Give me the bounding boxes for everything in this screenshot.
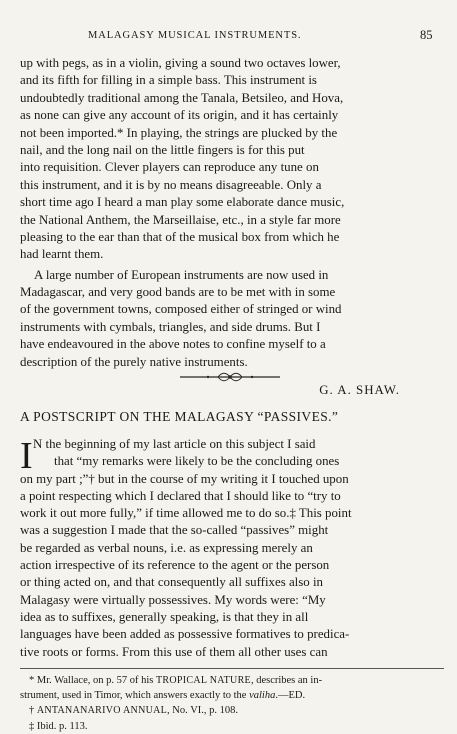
page-header [0, 30, 457, 46]
text-line: languages have been added as possessive formatives to predica- [20, 627, 350, 642]
instrument-name: valiha [249, 690, 276, 702]
text-line: that “my remarks were likely to be the concluding ones [54, 454, 340, 469]
text-line: idea as to suffixes, generally speaking, is that they in all [20, 609, 309, 624]
footnote-1 [20, 673, 444, 688]
text-line: up with pegs, as in a violin, giving a sound two octaves lower, [20, 56, 341, 70]
postscript-body [20, 436, 444, 661]
text-line: the National Anthem, the Marseillaise, etc., in a style far more [20, 212, 341, 227]
paragraph-1 [20, 55, 442, 264]
text-line: of the government towns, composed either of stringed or wind [20, 302, 342, 317]
text-line: instruments with cymbals, triangles, and side drums. But I [20, 319, 321, 334]
author-signature: G. A. SHAW. [319, 383, 400, 398]
text-line: nail, and the long nail on the little fingers is for this put [20, 142, 305, 157]
text-line: action irrespective of its reference to the agent or the person [20, 558, 330, 573]
text-line: description of the purely native instruments. [20, 354, 248, 369]
text-line: be regarded as verbal nouns, i.e. as expressing merely an [20, 540, 313, 555]
section-title: A POSTSCRIPT ON THE MALAGASY “PASSIVES.” [20, 409, 339, 424]
drop-cap: I [20, 435, 33, 477]
text-line: not been imported.* In playing, the strings are plucked by the [20, 125, 338, 140]
article-body [20, 55, 442, 399]
text-line: or thing acted on, and that consequently all suffixes also in [20, 575, 323, 590]
text-line: short time ago I heard a man play some elaborate dance music, [20, 195, 345, 210]
text-line: into requisition. Clever players can reproduce any tune on [20, 160, 319, 175]
text-line: pleasing to the ear than that of the musical box from which he [20, 229, 340, 244]
text-line: work it out more fully,” if time allowed me to do so.‡ This point [20, 506, 352, 521]
footnote-text: , No. VI., p. 108. [167, 705, 239, 717]
footnote-text: .—ED. [275, 690, 306, 702]
text-line: Madagascar, and very good bands are to be met with in some [20, 285, 336, 300]
footnote-text: * Mr. Wallace, on p. 57 of his [29, 675, 156, 686]
text-line: N the beginning of my last article on this subject I said [33, 437, 316, 451]
page-number: 85 [420, 28, 433, 42]
ornament-divider-icon [178, 370, 282, 384]
text-line: a point respecting which I declared that I should like to “try to [20, 488, 341, 503]
footnote-mark: † [29, 705, 37, 717]
text-line: as none can give any account of its origin, and it has certainly [20, 108, 339, 123]
footnote-rule [20, 668, 444, 669]
text-line: undoubtedly traditional among the Tanala, Betsileo, and Hova, [20, 90, 344, 105]
footnote-2 [20, 703, 444, 718]
text-line: have endeavoured in the above notes to confine myself to a [20, 337, 326, 352]
journal-title: ANTANANARIVO ANNUAL [36, 705, 168, 717]
footnote-3: ‡ Ibid. p. 113. [29, 720, 88, 732]
footnote-1-continued [20, 688, 444, 703]
running-title: MALAGASY MUSICAL INSTRUMENTS. [88, 30, 302, 41]
text-line: Malagasy were virtually possessives. My words were: “My [20, 592, 326, 607]
paragraph-2 [20, 267, 442, 371]
text-line: tive roots or forms. From this use of them all other uses can [20, 644, 328, 659]
text-line: this instrument, and it is by no means disagreeable. Only a [20, 177, 322, 192]
footnotes [20, 673, 444, 734]
text-line: was a suggestion I made that the so-called “passives” might [20, 523, 329, 538]
text-line: on my part ;”† but in the course of my writing it I touched upon [20, 471, 349, 486]
book-title: TROPICAL NATURE [155, 675, 251, 686]
text-line: A large number of European instruments are now used in [34, 267, 329, 282]
footnote-text: strument, used in Timor, which answers exactly to the [20, 690, 250, 702]
text-line: had learnt them. [20, 247, 104, 262]
text-line: and its fifth for filling in a simple bass. This instrument is [20, 73, 317, 88]
footnote-text: , describes an in- [250, 675, 323, 686]
